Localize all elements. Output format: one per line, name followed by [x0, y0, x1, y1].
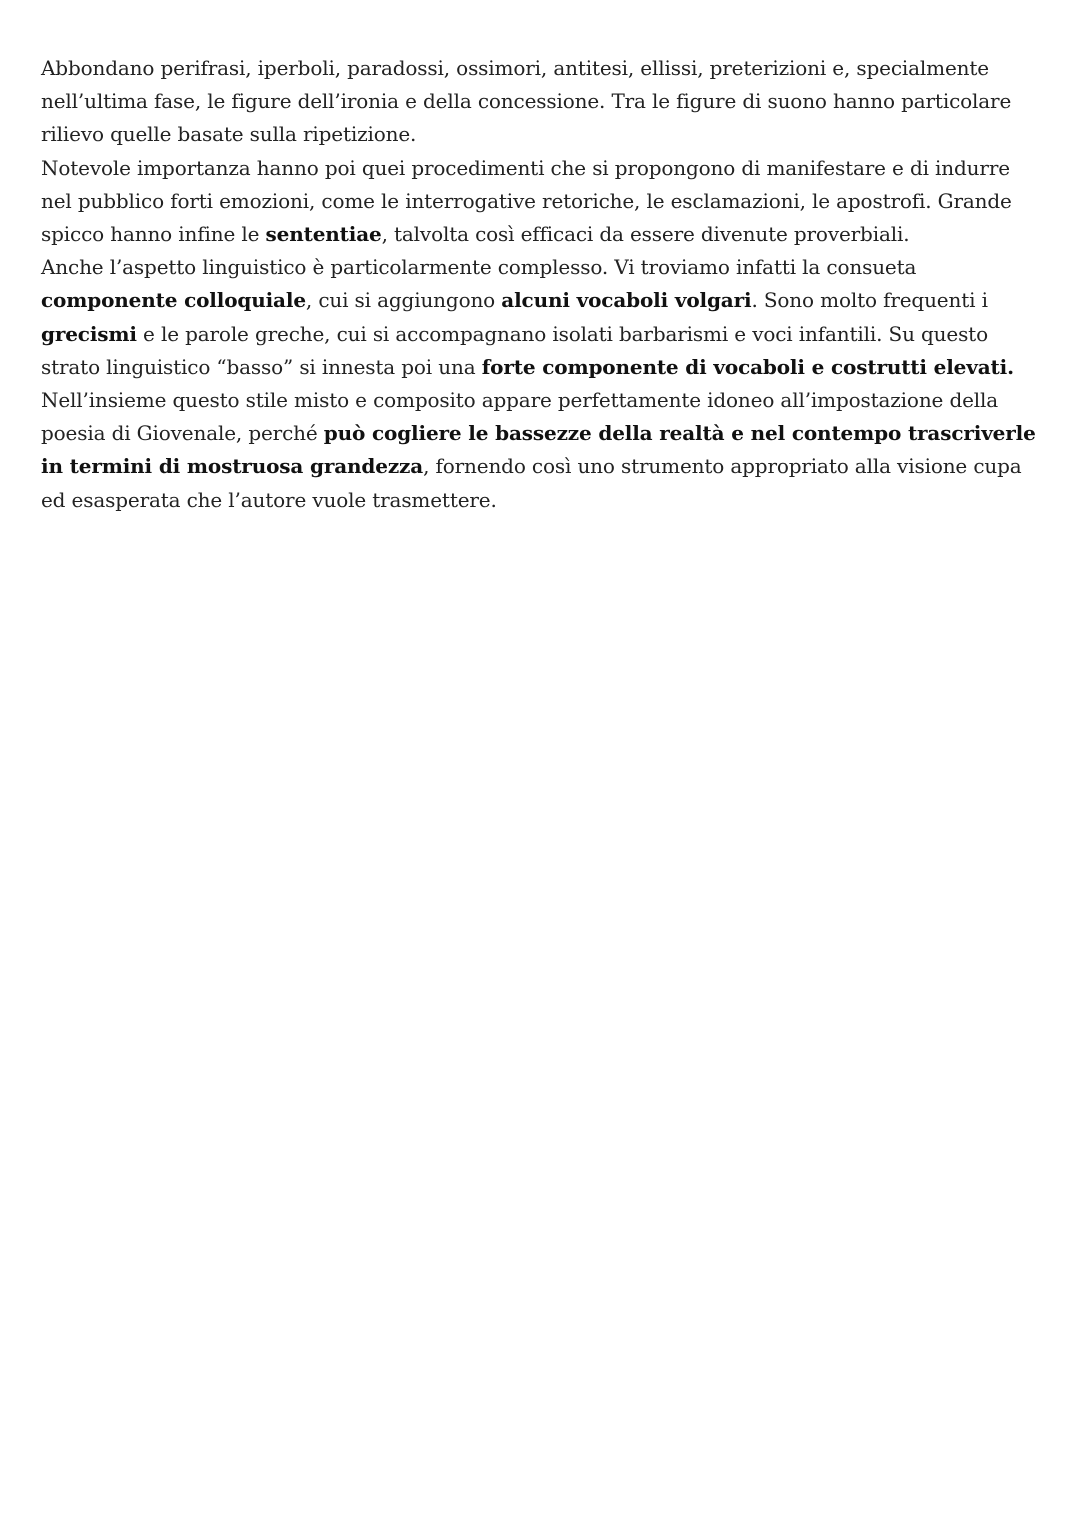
text-segment: . Sono molto frequenti i — [751, 288, 988, 313]
bold-term-sententiae: sententiae — [265, 222, 382, 247]
text-segment: Abbondano perifrasi, iperboli, paradossi, ossimori, antitesi, ellissi, preterizioni e, specialmente nell’ultima fase, le figure dell’ironia e della concessione. Tra le figure di suono hanno particolare rilievo quelle basate sulla ripetizione. — [41, 56, 1012, 147]
bold-term-vocaboli-volgari: alcuni vocaboli volgari — [501, 288, 752, 313]
text-segment: , talvolta così efficaci da essere divenute proverbiali. — [381, 222, 910, 247]
text-segment: e le parole greche, cui si accompagnano isolati barbarismi e voci infantili. Su questo strato linguistico “basso” si innesta poi una — [41, 321, 988, 379]
bold-term-mostruosa-grandezza: può cogliere le bassezze della realtà e nel contempo trascriverle in termini di mostruosa grandezza — [41, 421, 1036, 479]
bold-term-componente-colloquiale: componente colloquiale — [41, 288, 306, 313]
bold-term-componente-elevata: forte componente di vocaboli e costrutti elevati. — [481, 354, 1014, 379]
text-segment: Anche l’aspetto linguistico è particolarmente complesso. Vi troviamo infatti la consueta — [41, 255, 917, 280]
bold-term-grecismi: grecismi — [41, 321, 137, 346]
paragraph-conclusion — [41, 384, 1041, 517]
paragraph-rhetorical-figures — [41, 52, 1041, 152]
text-segment: Nell’insieme questo stile misto e composito appare perfettamente idoneo all’impostazione della poesia di Giovenale, perché — [41, 388, 999, 446]
text-segment: , fornendo così uno strumento appropriato alla visione cupa ed esasperata che l’autore vuole trasmettere. — [41, 454, 1022, 512]
paragraph-emotional-procedures — [41, 152, 1041, 252]
paragraph-linguistic-aspect — [41, 251, 1041, 384]
text-segment: , cui si aggiungono — [305, 288, 502, 313]
document-body — [41, 52, 1041, 517]
text-segment: Notevole importanza hanno poi quei procedimenti che si propongono di manifestare e di indurre nel pubblico forti emozioni, come le interrogative retoriche, le esclamazioni, le apostrofi. Grande spicco hanno infine le — [41, 155, 1012, 247]
